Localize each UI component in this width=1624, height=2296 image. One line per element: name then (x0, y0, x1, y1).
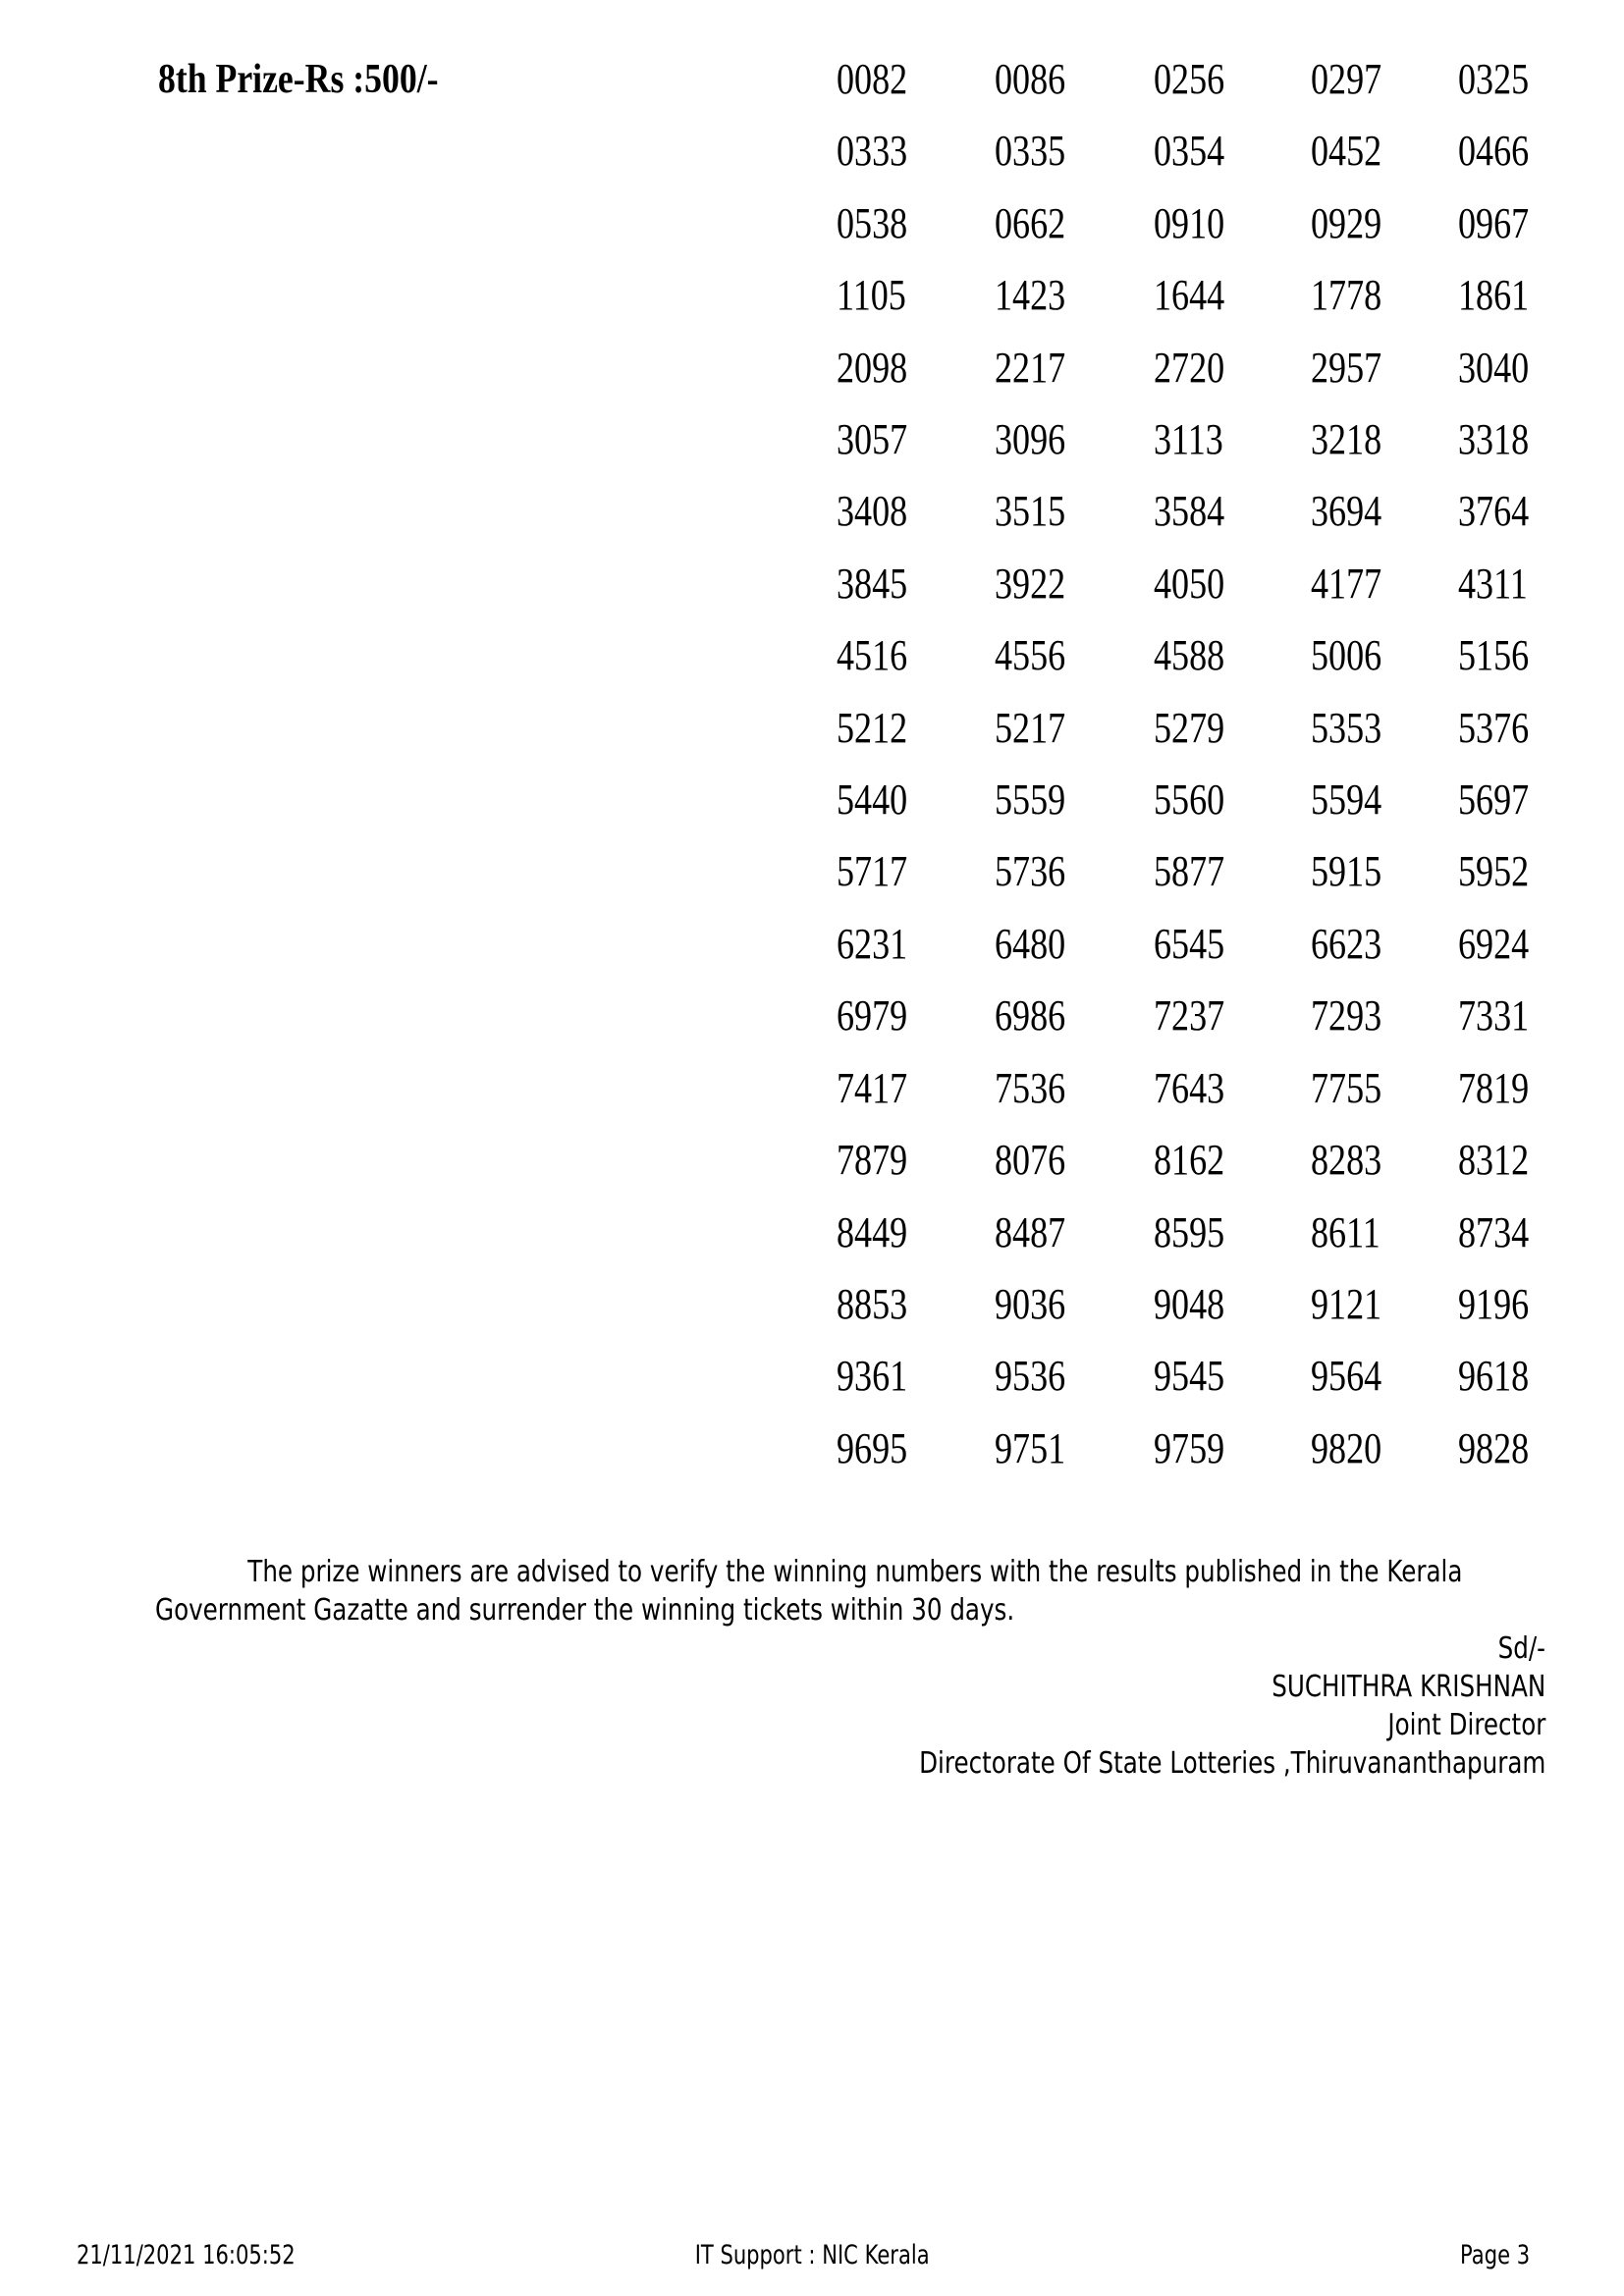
winning-number: 9361 (837, 1352, 908, 1401)
winning-number-cell (995, 991, 1154, 1066)
winning-number: 0325 (1458, 55, 1530, 103)
winning-number: 9695 (837, 1423, 908, 1472)
winning-number: 4050 (1154, 559, 1225, 608)
winning-number-cell (1311, 55, 1458, 130)
winning-number: 0910 (1154, 198, 1225, 247)
winning-number: 5006 (1311, 631, 1382, 680)
winning-number-cell (1154, 271, 1311, 346)
winning-number: 1105 (837, 271, 906, 320)
winning-number-cell (1458, 919, 1539, 994)
winning-number-cell (837, 271, 995, 346)
winning-number-cell (1154, 415, 1311, 490)
winning-number: 3515 (995, 487, 1066, 536)
winning-number: 9545 (1154, 1352, 1225, 1401)
winning-number: 8449 (837, 1207, 908, 1256)
winning-number: 8076 (995, 1136, 1066, 1185)
winning-numbers-grid (837, 55, 1543, 1499)
winning-number: 0538 (837, 198, 908, 247)
gazette-note-text-2: Government Gazatte and surrender the winning tickets within 30 days. (155, 1593, 1015, 1628)
winning-number-cell (1311, 919, 1458, 994)
winning-number: 3096 (995, 415, 1066, 464)
winning-number: 5217 (995, 703, 1066, 752)
winning-number-cell (1458, 343, 1539, 418)
winning-number-cell (837, 198, 995, 274)
winning-number: 5353 (1311, 703, 1382, 752)
winning-number: 5717 (837, 847, 908, 896)
winning-number: 1644 (1154, 271, 1225, 320)
winning-number: 6924 (1458, 919, 1530, 968)
winning-number: 5952 (1458, 847, 1530, 896)
winning-number-cell (1154, 1063, 1311, 1139)
winning-number: 3845 (837, 559, 908, 608)
winning-number-cell (1154, 1352, 1311, 1426)
winning-number-cell (1311, 198, 1458, 274)
winning-number: 9121 (1311, 1279, 1382, 1328)
winning-number-cell (1311, 415, 1458, 490)
winning-number: 6480 (995, 919, 1066, 968)
winning-number-cell (1154, 1423, 1311, 1499)
winning-number-cell (995, 847, 1154, 922)
winning-number-cell (1311, 271, 1458, 346)
winning-number: 5915 (1311, 847, 1382, 896)
winning-number: 0082 (837, 55, 908, 103)
winning-number-cell (1311, 1063, 1458, 1139)
winning-number: 5440 (837, 775, 908, 825)
winning-number-cell (837, 487, 995, 561)
winning-number: 6986 (995, 991, 1066, 1041)
winning-number-cell (995, 1063, 1154, 1139)
footer-page-number: Page 3 (1459, 2240, 1530, 2270)
winning-number: 9759 (1154, 1423, 1225, 1472)
winning-number-cell (1458, 1423, 1539, 1499)
winning-number-cell (995, 487, 1154, 561)
winning-number-cell (1154, 775, 1311, 850)
signatory-office: Directorate Of State Lotteries ,Thiruvananthapuram (918, 1746, 1545, 1781)
winning-number: 7536 (995, 1063, 1066, 1112)
winning-number-cell (995, 198, 1154, 274)
winning-number: 6623 (1311, 919, 1382, 968)
winning-number: 5279 (1154, 703, 1225, 752)
winning-number-cell (1458, 487, 1539, 561)
footer-support: IT Support : NIC Kerala (694, 2240, 930, 2270)
winning-number-cell (995, 343, 1154, 418)
winning-number-cell (1154, 991, 1311, 1066)
winning-number-cell (995, 1279, 1154, 1355)
winning-number: 9820 (1311, 1423, 1382, 1472)
winning-number-cell (1311, 1136, 1458, 1210)
winning-number: 1861 (1458, 271, 1530, 320)
winning-number: 8487 (995, 1207, 1066, 1256)
winning-number-cell (995, 271, 1154, 346)
winning-number-cell (1458, 1207, 1539, 1283)
winning-number: 3584 (1154, 487, 1225, 536)
winning-number-cell (1458, 198, 1539, 274)
winning-number-cell (837, 1207, 995, 1283)
winning-number: 0086 (995, 55, 1066, 103)
winning-number-cell (837, 703, 995, 778)
winning-number: 0354 (1154, 127, 1225, 176)
winning-number-cell (1154, 559, 1311, 634)
winning-number-cell (1458, 847, 1539, 922)
winning-number: 4588 (1154, 631, 1225, 680)
winning-number-cell (1154, 55, 1311, 130)
winning-number-cell (995, 775, 1154, 850)
winning-number-cell (1458, 703, 1539, 778)
winning-number-cell (1458, 1279, 1539, 1355)
winning-number-cell (1458, 415, 1539, 490)
winning-number: 4556 (995, 631, 1066, 680)
winning-number: 3408 (837, 487, 908, 536)
winning-number-cell (1311, 487, 1458, 561)
winning-number-cell (1154, 1136, 1311, 1210)
winning-number: 1423 (995, 271, 1066, 320)
winning-number: 8734 (1458, 1207, 1530, 1256)
winning-number-cell (1311, 631, 1458, 706)
winning-number: 5559 (995, 775, 1066, 825)
winning-number: 3218 (1311, 415, 1382, 464)
winning-number: 0335 (995, 127, 1066, 176)
winning-number-cell (1154, 631, 1311, 706)
winning-number: 9564 (1311, 1352, 1382, 1401)
winning-number: 6979 (837, 991, 908, 1041)
winning-number: 5156 (1458, 631, 1530, 680)
winning-number: 9196 (1458, 1279, 1530, 1328)
winning-number: 9828 (1458, 1423, 1530, 1472)
winning-number-cell (837, 127, 995, 201)
winning-number-cell (1458, 271, 1539, 346)
winning-number: 0929 (1311, 198, 1382, 247)
winning-number-cell (1154, 919, 1311, 994)
winning-number-cell (837, 343, 995, 418)
winning-number: 3318 (1458, 415, 1530, 464)
winning-number-cell (995, 127, 1154, 201)
winning-number: 3057 (837, 415, 908, 464)
winning-number: 8283 (1311, 1136, 1382, 1185)
winning-number-cell (1458, 631, 1539, 706)
winning-number: 0297 (1311, 55, 1382, 103)
winning-number-cell (1154, 703, 1311, 778)
winning-number-cell (837, 919, 995, 994)
winning-number-cell (1154, 847, 1311, 922)
winning-number: 7417 (837, 1063, 908, 1112)
winning-number: 0967 (1458, 198, 1530, 247)
winning-number-cell (995, 703, 1154, 778)
winning-number: 8312 (1458, 1136, 1530, 1185)
winning-number-cell (837, 775, 995, 850)
signatory-designation: Joint Director (1386, 1708, 1545, 1742)
winning-number-cell (1311, 1352, 1458, 1426)
winning-number: 9751 (995, 1423, 1066, 1472)
winning-number: 9536 (995, 1352, 1066, 1401)
winning-number-cell (995, 631, 1154, 706)
winning-number: 5376 (1458, 703, 1530, 752)
winning-number-cell (1458, 1136, 1539, 1210)
winning-number: 5697 (1458, 775, 1530, 825)
winning-number-cell (837, 1279, 995, 1355)
winning-number-cell (1311, 1279, 1458, 1355)
winning-number-cell (1458, 1352, 1539, 1426)
winning-number: 2217 (995, 343, 1066, 392)
winning-number-cell (995, 55, 1154, 130)
gazette-note-line-2 (155, 1591, 1545, 1629)
winning-number: 5560 (1154, 775, 1225, 825)
winning-number-cell (837, 991, 995, 1066)
winning-number: 6545 (1154, 919, 1225, 968)
winning-number: 8162 (1154, 1136, 1225, 1185)
winning-number: 8611 (1311, 1207, 1380, 1256)
winning-number-cell (1154, 343, 1311, 418)
winning-number-cell (1154, 127, 1311, 201)
winning-number: 0662 (995, 198, 1066, 247)
gazette-note-text-1: The prize winners are advised to verify the winning numbers with the results published in the Kerala (247, 1555, 1463, 1589)
winning-number-cell (1154, 198, 1311, 274)
winning-number-cell (995, 919, 1154, 994)
winning-number: 7237 (1154, 991, 1225, 1041)
winning-number: 7331 (1458, 991, 1530, 1041)
winning-number: 5212 (837, 703, 908, 752)
winning-number: 8595 (1154, 1207, 1225, 1256)
winning-number: 3922 (995, 559, 1066, 608)
winning-number-cell (1458, 55, 1539, 130)
winning-number-cell (995, 559, 1154, 634)
winning-number-cell (1311, 847, 1458, 922)
winning-number: 9036 (995, 1279, 1066, 1328)
winning-number-cell (995, 1136, 1154, 1210)
winning-number: 3040 (1458, 343, 1530, 392)
winning-number: 7879 (837, 1136, 908, 1185)
winning-number-cell (1458, 127, 1539, 201)
winning-number-cell (1311, 127, 1458, 201)
winning-number: 0333 (837, 127, 908, 176)
winning-number-cell (1458, 1063, 1539, 1139)
winning-number: 7755 (1311, 1063, 1382, 1112)
winning-number-cell (1311, 703, 1458, 778)
winning-number-cell (1311, 1207, 1458, 1283)
winning-number-cell (1458, 559, 1539, 634)
winning-number-cell (837, 1063, 995, 1139)
winning-number: 4311 (1458, 559, 1528, 608)
winning-number: 7643 (1154, 1063, 1225, 1112)
winning-number: 0466 (1458, 127, 1530, 176)
gazette-note-line-1 (155, 1553, 1545, 1591)
winning-number-cell (995, 1352, 1154, 1426)
winning-number-cell (1154, 487, 1311, 561)
winning-number: 0256 (1154, 55, 1225, 103)
winning-number-cell (837, 1423, 995, 1499)
winning-number: 9618 (1458, 1352, 1530, 1401)
winning-number: 2957 (1311, 343, 1382, 392)
winning-number-cell (837, 55, 995, 130)
winning-number-cell (995, 1207, 1154, 1283)
winning-number-cell (837, 631, 995, 706)
winning-number-cell (837, 1136, 995, 1210)
winning-number: 5877 (1154, 847, 1225, 896)
winning-number-cell (995, 1423, 1154, 1499)
winning-number: 9048 (1154, 1279, 1225, 1328)
winning-number: 3764 (1458, 487, 1530, 536)
winning-number-cell (995, 415, 1154, 490)
winning-number-cell (1311, 991, 1458, 1066)
winning-number: 4516 (837, 631, 908, 680)
winning-number-cell (1154, 1207, 1311, 1283)
winning-number-cell (837, 847, 995, 922)
winning-number: 2720 (1154, 343, 1225, 392)
winning-number-cell (1311, 559, 1458, 634)
winning-number: 1778 (1311, 271, 1382, 320)
winning-number: 5594 (1311, 775, 1382, 825)
winning-number-cell (1311, 1423, 1458, 1499)
winning-number: 6231 (837, 919, 908, 968)
winning-number: 8853 (837, 1279, 908, 1328)
winning-number: 4177 (1311, 559, 1382, 608)
winning-number-cell (1154, 1279, 1311, 1355)
winning-number: 7819 (1458, 1063, 1530, 1112)
winning-number-cell (1311, 343, 1458, 418)
winning-number: 5736 (995, 847, 1066, 896)
winning-number: 0452 (1311, 127, 1382, 176)
winning-number-cell (1458, 991, 1539, 1066)
winning-number-cell (1311, 775, 1458, 850)
winning-number-cell (837, 415, 995, 490)
gazette-note-and-signature (155, 1553, 1545, 1783)
signatory-sd: Sd/- (1497, 1631, 1545, 1666)
prize-tier-heading: 8th Prize-Rs :500/- (158, 57, 439, 102)
winning-number: 7293 (1311, 991, 1382, 1041)
winning-number: 2098 (837, 343, 908, 392)
winning-number-cell (1458, 775, 1539, 850)
winning-number-cell (837, 559, 995, 634)
winning-number: 3113 (1154, 415, 1223, 464)
winning-number-cell (837, 1352, 995, 1426)
signatory-name: SUCHITHRA KRISHNAN (1271, 1670, 1545, 1704)
winning-number: 3694 (1311, 487, 1382, 536)
footer-datetime: 21/11/2021 16:05:52 (77, 2240, 296, 2270)
